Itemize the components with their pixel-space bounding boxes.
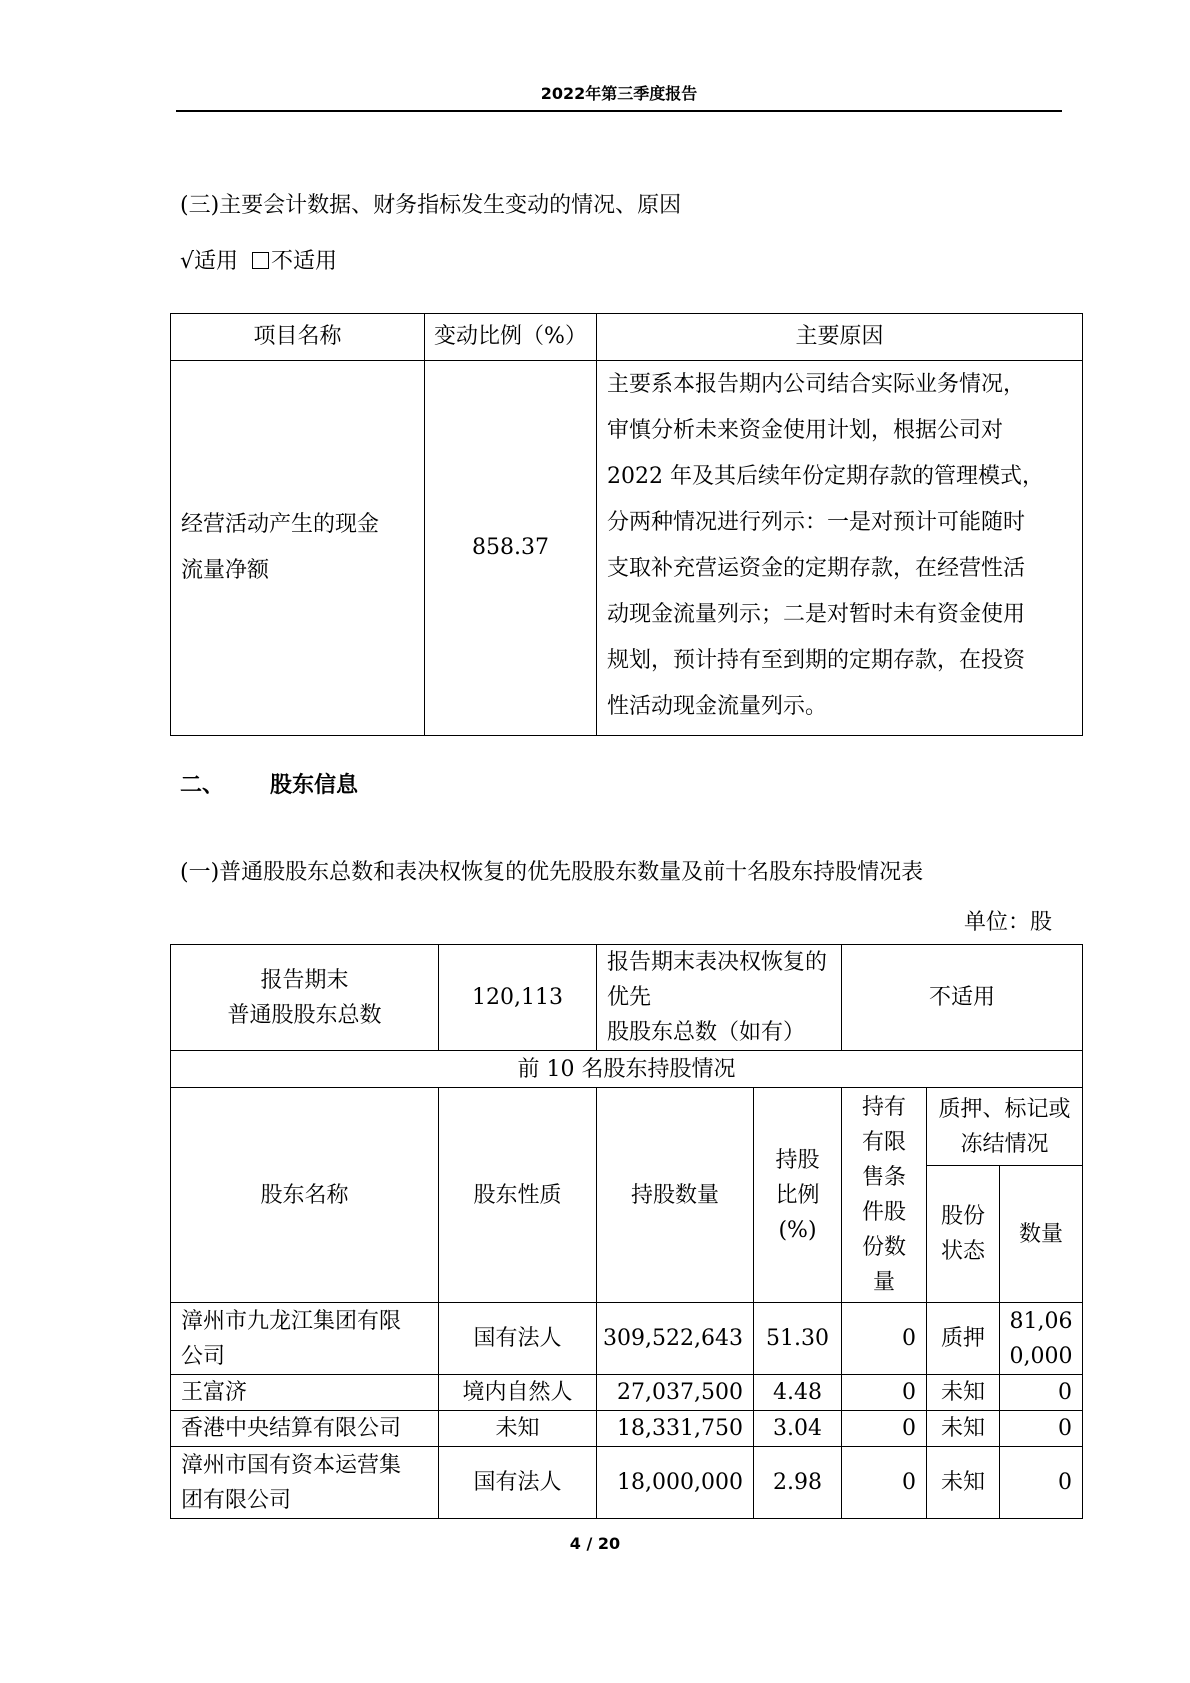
reason-line: 支取补充营运资金的定期存款，在经营性活 bbox=[607, 556, 1026, 581]
shareholder-nature: 国有法人 bbox=[439, 1447, 597, 1519]
table-header-row bbox=[171, 314, 1083, 361]
header-line: 状态 bbox=[941, 1239, 986, 1264]
pledged-quantity: 0 bbox=[1000, 1447, 1083, 1519]
unit-label: 单位：股 bbox=[963, 910, 1052, 935]
share-status: 未知 bbox=[927, 1447, 1000, 1519]
header-pledge-status bbox=[927, 1088, 1083, 1166]
section-title-text: 股东信息 bbox=[270, 773, 359, 798]
reason-line: 性活动现金流量列示。 bbox=[607, 694, 828, 719]
reason-line: 动现金流量列示；二是对暂时未有资金使用 bbox=[607, 602, 1026, 627]
header-line: 件股 bbox=[862, 1200, 907, 1225]
pledged-quantity bbox=[1000, 1303, 1083, 1375]
name-line: 团有限公司 bbox=[181, 1487, 292, 1513]
table-row bbox=[171, 1411, 1083, 1447]
reason-cell bbox=[597, 361, 1083, 736]
header-line: (%) bbox=[778, 1217, 817, 1243]
share-status: 未知 bbox=[927, 1411, 1000, 1447]
holding-ratio: 51.30 bbox=[754, 1303, 842, 1375]
subsection-1-heading: (一)普通股股东总数和表决权恢复的优先股股东数量及前十名股东持股情况表 bbox=[180, 860, 924, 885]
pledged-quantity: 0 bbox=[1000, 1375, 1083, 1411]
header-quantity: 数量 bbox=[1000, 1166, 1083, 1303]
restricted-shares: 0 bbox=[842, 1375, 927, 1411]
header-item-name: 项目名称 bbox=[171, 314, 425, 361]
share-count: 309,522,643 bbox=[597, 1303, 754, 1375]
change-ratio-cell: 858.37 bbox=[425, 361, 597, 736]
share-count: 18,331,750 bbox=[597, 1411, 754, 1447]
header-shareholder-nature: 股东性质 bbox=[439, 1088, 597, 1303]
reason-line: 规划，预计持有至到期的定期存款，在投资 bbox=[607, 648, 1026, 673]
table-row bbox=[171, 1303, 1083, 1375]
top10-title-row bbox=[171, 1051, 1083, 1088]
share-status: 未知 bbox=[927, 1375, 1000, 1411]
not-applicable-label: 不适用 bbox=[271, 249, 338, 274]
shareholder-nature: 境内自然人 bbox=[439, 1375, 597, 1411]
name-line: 漳州市九龙江集团有限 bbox=[181, 1308, 402, 1334]
header-line: 份数 bbox=[862, 1235, 907, 1260]
page-number: 4 / 20 bbox=[569, 1534, 621, 1553]
shareholders-table bbox=[170, 944, 1083, 1519]
header-shareholder-name: 股东名称 bbox=[171, 1088, 439, 1303]
applicability-line bbox=[180, 246, 337, 278]
empty-checkbox-icon bbox=[252, 252, 269, 269]
holding-ratio: 2.98 bbox=[754, 1447, 842, 1519]
header-holding-ratio bbox=[754, 1088, 842, 1303]
table-row bbox=[171, 1375, 1083, 1411]
reason-line: 2022 年及其后续年份定期存款的管理模式， bbox=[607, 464, 1044, 489]
total-shareholders-value: 120,113 bbox=[439, 945, 597, 1051]
header-line: 冻结情况 bbox=[960, 1131, 1049, 1157]
shareholder-name bbox=[171, 1303, 439, 1375]
label-line: 股股东总数（如有） bbox=[607, 1020, 806, 1045]
header-divider bbox=[176, 110, 1062, 112]
holding-ratio: 3.04 bbox=[754, 1411, 842, 1447]
header-line: 持有 bbox=[862, 1095, 907, 1120]
checkmark-icon: √ bbox=[180, 249, 195, 274]
preferred-shareholders-label bbox=[597, 945, 842, 1051]
report-header: 2022年第三季度报告 bbox=[540, 84, 698, 103]
reason-line: 主要系本报告期内公司结合实际业务情况， bbox=[607, 372, 1026, 397]
share-count: 27,037,500 bbox=[597, 1375, 754, 1411]
header-line: 比例 bbox=[775, 1182, 820, 1208]
holding-ratio: 4.48 bbox=[754, 1375, 842, 1411]
name-line: 漳州市国有资本运营集 bbox=[181, 1452, 402, 1478]
label-line: 普通股股东总数 bbox=[227, 1002, 382, 1028]
section-number: 二、 bbox=[180, 773, 225, 798]
label-line: 报告期末表决权恢复的优先 bbox=[607, 950, 828, 1010]
name-line: 公司 bbox=[181, 1343, 226, 1369]
restricted-shares: 0 bbox=[842, 1447, 927, 1519]
quantity-line: 0,000 bbox=[1009, 1343, 1073, 1369]
header-line: 质押、标记或 bbox=[938, 1096, 1071, 1122]
top10-title: 前 10 名股东持股情况 bbox=[171, 1051, 1083, 1088]
quantity-line: 81,06 bbox=[1009, 1308, 1073, 1334]
header-restricted-shares bbox=[842, 1088, 927, 1303]
preferred-shareholders-value: 不适用 bbox=[842, 945, 1083, 1051]
share-status: 质押 bbox=[927, 1303, 1000, 1375]
item-name-cell bbox=[171, 361, 425, 736]
table-row bbox=[171, 361, 1083, 736]
header-line: 售条 bbox=[862, 1165, 907, 1190]
restricted-shares: 0 bbox=[842, 1411, 927, 1447]
header-change-ratio: 变动比例（%） bbox=[425, 314, 597, 361]
reason-line: 分两种情况进行列示：一是对预计可能随时 bbox=[607, 510, 1026, 535]
item-name-line: 流量净额 bbox=[181, 558, 270, 583]
shareholder-name bbox=[171, 1447, 439, 1519]
header-main-reason: 主要原因 bbox=[597, 314, 1083, 361]
section-3-heading: (三)主要会计数据、财务指标发生变动的情况、原因 bbox=[180, 193, 682, 218]
header-share-count: 持股数量 bbox=[597, 1088, 754, 1303]
shareholder-nature: 国有法人 bbox=[439, 1303, 597, 1375]
header-line: 有限 bbox=[862, 1130, 907, 1155]
table-row bbox=[171, 1447, 1083, 1519]
header-share-status bbox=[927, 1166, 1000, 1303]
shareholder-name: 香港中央结算有限公司 bbox=[171, 1411, 439, 1447]
column-header-row bbox=[171, 1088, 1083, 1166]
financial-change-table bbox=[170, 313, 1083, 736]
restricted-shares: 0 bbox=[842, 1303, 927, 1375]
header-line: 量 bbox=[873, 1270, 896, 1295]
label-line: 报告期末 bbox=[260, 967, 349, 993]
shareholder-nature: 未知 bbox=[439, 1411, 597, 1447]
summary-row bbox=[171, 945, 1083, 1051]
share-count: 18,000,000 bbox=[597, 1447, 754, 1519]
header-line: 股份 bbox=[941, 1204, 986, 1229]
reason-line: 审慎分析未来资金使用计划，根据公司对 bbox=[607, 418, 1004, 443]
shareholder-name: 王富济 bbox=[171, 1375, 439, 1411]
pledged-quantity: 0 bbox=[1000, 1411, 1083, 1447]
total-shareholders-label bbox=[171, 945, 439, 1051]
item-name-line: 经营活动产生的现金 bbox=[181, 512, 380, 537]
applicable-label: 适用 bbox=[194, 249, 239, 274]
shareholder-section-title bbox=[180, 770, 358, 802]
header-line: 持股 bbox=[775, 1147, 820, 1173]
